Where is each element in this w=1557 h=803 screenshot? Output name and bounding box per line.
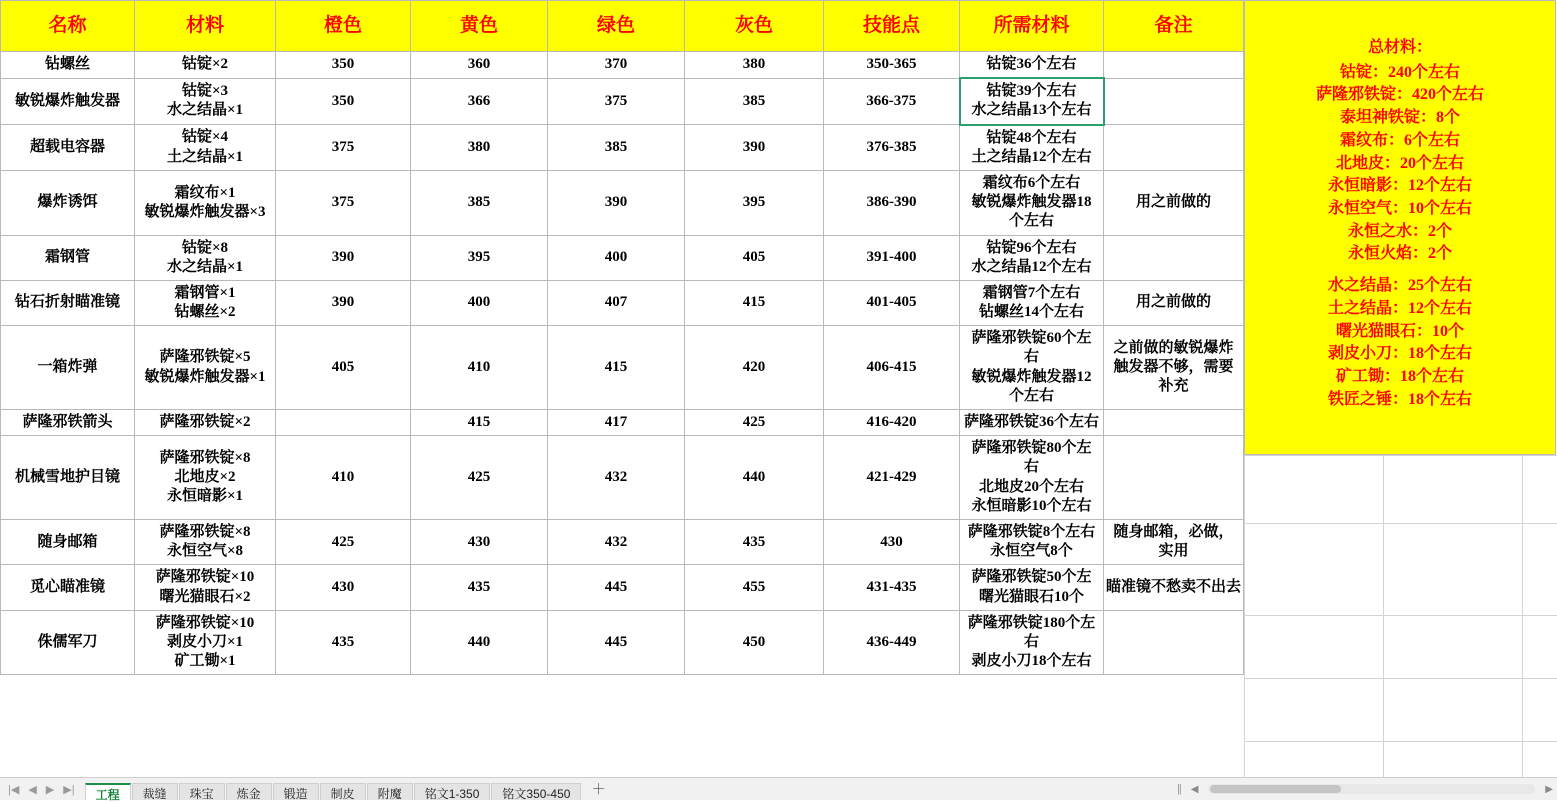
cell-gray: 440	[685, 436, 824, 520]
summary-title: 总材料：	[1367, 39, 1432, 56]
cell-line: 萨隆邪铁锭×10	[155, 569, 255, 586]
cell-line: 萨隆邪铁锭60个左	[971, 330, 1092, 347]
cell-line: 个左右	[1008, 387, 1054, 404]
cell-yellow: 385	[411, 170, 548, 235]
cell-gray: 425	[685, 410, 824, 436]
summary-line: 土之结晶：12个左右	[1327, 299, 1472, 317]
cell-line: 剥皮小刀18个左右	[971, 653, 1092, 670]
cell-needed-materials	[960, 170, 1104, 235]
column-header: 橙色	[276, 1, 411, 52]
cell-note	[1104, 170, 1244, 235]
cell-name: 爆炸诱饵	[1, 170, 135, 235]
cell-line: 萨隆邪铁锭180个左	[967, 614, 1096, 631]
cell-name: 萨隆邪铁箭头	[1, 410, 135, 436]
cell-note	[1104, 410, 1244, 436]
cell-material	[135, 519, 276, 564]
summary-line: 永恒火焰：2个	[1347, 245, 1452, 263]
column-header: 黄色	[411, 1, 548, 52]
scroll-track[interactable]	[1208, 784, 1535, 794]
cell-skill: 430	[824, 519, 960, 564]
summary-line: 曙光猫眼石：10个	[1335, 322, 1464, 340]
sheet-tab[interactable]: 铭文1-350	[414, 783, 491, 800]
cell-line: 水之结晶×1	[166, 102, 244, 119]
cell-skill: 366-375	[824, 78, 960, 124]
cell-line: 随身邮箱，必做，	[1113, 523, 1234, 540]
table-header-row	[1, 1, 1244, 52]
table-row	[1, 410, 1244, 436]
cell-orange: 390	[276, 235, 411, 280]
summary-line: 永恒之水：2个	[1347, 222, 1452, 240]
cell-yellow: 440	[411, 610, 548, 675]
cell-material	[135, 610, 276, 675]
cell-gray: 450	[685, 610, 824, 675]
cell-material	[135, 125, 276, 171]
cell-yellow: 395	[411, 235, 548, 280]
cell-line: 曙光猫眼石×2	[159, 588, 251, 605]
cell-gray: 455	[685, 565, 824, 610]
summary-line: 霜纹布：6个左右	[1339, 131, 1460, 149]
cell-material	[135, 326, 276, 410]
cell-name: 敏锐爆炸触发器	[1, 78, 135, 124]
table-row	[1, 436, 1244, 520]
cell-skill: 421-429	[824, 436, 960, 520]
cell-green: 375	[548, 78, 685, 124]
scroll-right-icon[interactable]: ▶	[1545, 783, 1553, 795]
cell-line: 水之结晶13个左右	[971, 102, 1092, 119]
cell-name: 霜钢管	[1, 235, 135, 280]
summary-line: 矿工锄：18个左右	[1335, 368, 1464, 386]
cell-name: 一箱炸弹	[1, 326, 135, 410]
table-row	[1, 280, 1244, 325]
cell-line: 右	[1023, 349, 1039, 366]
cell-note	[1104, 235, 1244, 280]
cell-line: 钴锭39个左右	[986, 83, 1077, 100]
table-row	[1, 125, 1244, 171]
summary-line: 钴锭：240个左右	[1339, 63, 1460, 81]
cell-material	[135, 280, 276, 325]
cell-name: 钻螺丝	[1, 52, 135, 79]
cell-line: 钻螺丝×2	[174, 304, 236, 321]
sheet-tab[interactable]: 锻造	[273, 783, 319, 800]
table-row	[1, 52, 1244, 79]
column-header: 技能点	[824, 1, 960, 52]
cell-line: 钴锭96个左右	[986, 239, 1077, 256]
cell-yellow: 366	[411, 78, 548, 124]
cell-line: 钴锭×2	[181, 56, 229, 73]
column-header: 备注	[1104, 1, 1244, 52]
cell-line: 永恒暗影10个左右	[971, 497, 1092, 514]
column-header: 名称	[1, 1, 135, 52]
cell-line: 之前做的敏锐爆炸	[1113, 339, 1234, 356]
table-row	[1, 170, 1244, 235]
cell-orange: 350	[276, 78, 411, 124]
cell-line: 萨隆邪铁锭×5	[159, 349, 251, 366]
cell-needed-materials	[960, 326, 1104, 410]
cell-material	[135, 78, 276, 124]
table-row	[1, 565, 1244, 610]
cell-line: 瞄准镜不愁卖不出去	[1106, 578, 1242, 595]
cell-green: 400	[548, 235, 685, 280]
summary-panel	[1244, 0, 1556, 455]
cell-orange: 410	[276, 436, 411, 520]
cell-line: 矿工锄×1	[174, 653, 236, 670]
cell-line: 右	[1023, 633, 1039, 650]
first-sheet-icon[interactable]: |◀	[8, 783, 20, 796]
cell-line: 萨隆邪铁锭×8	[159, 523, 251, 540]
cell-needed-materials	[960, 125, 1104, 171]
cell-needed-materials	[960, 410, 1104, 436]
cell-yellow: 380	[411, 125, 548, 171]
cell-yellow: 410	[411, 326, 548, 410]
cell-line: 萨隆邪铁锭80个左	[971, 440, 1092, 457]
cell-line: 萨隆邪铁锭36个左右	[963, 414, 1099, 430]
summary-line: 永恒空气：10个左右	[1327, 200, 1472, 218]
table-row	[1, 78, 1244, 124]
cell-orange: 375	[276, 170, 411, 235]
sheet-tab[interactable]: 工程	[85, 783, 131, 800]
summary-line: 永恒暗影：12个左右	[1327, 177, 1472, 195]
cell-line: 钴锭36个左右	[986, 56, 1077, 72]
summary-line: 剥皮小刀：18个左右	[1327, 345, 1472, 363]
cell-material	[135, 565, 276, 610]
cell-name: 钻石折射瞄准镜	[1, 280, 135, 325]
cell-yellow: 400	[411, 280, 548, 325]
cell-material	[135, 170, 276, 235]
summary-line: 北地皮：20个左右	[1335, 154, 1464, 172]
cell-green: 417	[548, 410, 685, 436]
cell-note	[1104, 610, 1244, 675]
sheet-nav-arrows[interactable]	[0, 783, 85, 796]
cell-orange: 405	[276, 326, 411, 410]
cell-gray: 405	[685, 235, 824, 280]
last-sheet-icon[interactable]: ▶|	[63, 783, 75, 796]
cell-skill: 436-449	[824, 610, 960, 675]
cell-gray: 390	[685, 125, 824, 171]
cell-yellow: 435	[411, 565, 548, 610]
cell-gray: 385	[685, 78, 824, 124]
summary-line: 铁匠之锤：18个左右	[1327, 390, 1472, 408]
cell-line: 钴锭×8	[181, 239, 229, 256]
scroll-grip-icon[interactable]: ||	[1177, 783, 1181, 795]
cell-needed-materials	[960, 436, 1104, 520]
sheet-tab[interactable]: 铭文350-450	[491, 783, 581, 800]
cell-line: 永恒暗影×1	[166, 488, 244, 505]
cell-green: 390	[548, 170, 685, 235]
cell-name: 侏儒军刀	[1, 610, 135, 675]
cell-skill: 406-415	[824, 326, 960, 410]
column-header: 材料	[135, 1, 276, 52]
cell-name: 随身邮箱	[1, 519, 135, 564]
cell-skill: 391-400	[824, 235, 960, 280]
cell-name: 觅心瞄准镜	[1, 565, 135, 610]
cell-orange	[276, 410, 411, 436]
table-row	[1, 235, 1244, 280]
table-row	[1, 519, 1244, 564]
cell-note	[1104, 78, 1244, 124]
cell-yellow: 360	[411, 52, 548, 79]
cell-line: 钴锭×4	[181, 129, 229, 146]
cell-line: 用之前做的	[1135, 294, 1211, 311]
table-row	[1, 326, 1244, 410]
cell-gray: 380	[685, 52, 824, 79]
cell-note	[1104, 52, 1244, 79]
cell-skill: 350-365	[824, 52, 960, 79]
cell-needed-materials	[960, 280, 1104, 325]
cell-line: 补充	[1158, 378, 1189, 395]
cell-green: 407	[548, 280, 685, 325]
cell-skill: 416-420	[824, 410, 960, 436]
cell-gray: 395	[685, 170, 824, 235]
cell-green: 370	[548, 52, 685, 79]
cell-note	[1104, 436, 1244, 520]
cell-material	[135, 410, 276, 436]
cell-line: 敏锐爆炸触发器×1	[144, 368, 266, 385]
cell-yellow: 415	[411, 410, 548, 436]
cell-skill: 386-390	[824, 170, 960, 235]
cell-needed-materials	[960, 565, 1104, 610]
add-sheet-button[interactable]: ＋	[591, 781, 606, 797]
cell-line: 水之结晶×1	[166, 258, 244, 275]
cell-yellow: 425	[411, 436, 548, 520]
sheet-tab[interactable]: 炼金	[226, 783, 272, 800]
cell-orange: 430	[276, 565, 411, 610]
scroll-left-icon[interactable]: ◀	[1190, 783, 1199, 795]
cell-skill: 401-405	[824, 280, 960, 325]
cell-needed-materials	[960, 52, 1104, 79]
cell-line: 萨隆邪铁锭×8	[159, 449, 251, 466]
cell-green: 432	[548, 519, 685, 564]
cell-orange: 435	[276, 610, 411, 675]
cell-line: 永恒空气8个	[990, 543, 1073, 560]
column-header: 绿色	[548, 1, 685, 52]
cell-orange: 375	[276, 125, 411, 171]
cell-line: 个左右	[1008, 213, 1054, 230]
cell-line: 萨隆邪铁锭8个左右	[967, 523, 1096, 540]
cell-note	[1104, 326, 1244, 410]
cell-green: 445	[548, 565, 685, 610]
table-row	[1, 610, 1244, 675]
sheet-tab[interactable]: 裁缝	[132, 783, 178, 800]
cell-orange: 425	[276, 519, 411, 564]
column-header: 所需材料	[960, 1, 1104, 52]
cell-line: 霜钢管×1	[174, 284, 236, 301]
cell-line: 曙光猫眼石10个	[978, 588, 1084, 605]
cell-line: 萨隆邪铁锭×2	[159, 414, 251, 430]
cell-line: 敏锐爆炸触发器18	[971, 194, 1092, 211]
cell-skill: 431-435	[824, 565, 960, 610]
summary-line: 水之结晶：25个左右	[1327, 277, 1472, 295]
cell-yellow: 430	[411, 519, 548, 564]
cell-gray: 415	[685, 280, 824, 325]
cell-line: 敏锐爆炸触发器12	[971, 368, 1092, 385]
sheet-tab-bar[interactable]	[0, 777, 1557, 800]
horizontal-scrollbar[interactable]	[1177, 778, 1557, 800]
cell-material	[135, 52, 276, 79]
cell-line: 钻螺丝14个左右	[978, 304, 1084, 321]
cell-name: 超载电容器	[1, 125, 135, 171]
cell-line: 永恒空气×8	[166, 543, 244, 560]
cell-line: 钴锭×3	[181, 83, 229, 100]
cell-line: 霜钢管7个左右	[982, 284, 1081, 301]
cell-green: 415	[548, 326, 685, 410]
cell-name: 机械雪地护目镜	[1, 436, 135, 520]
cell-line: 用之前做的	[1135, 194, 1211, 211]
cell-orange: 390	[276, 280, 411, 325]
cell-needed-materials	[960, 519, 1104, 564]
cell-gray: 435	[685, 519, 824, 564]
summary-line: 泰坦神铁锭：8个	[1339, 109, 1460, 127]
cell-line: 萨隆邪铁锭50个左	[971, 569, 1092, 586]
cell-line: 北地皮20个左右	[978, 478, 1084, 495]
cell-line: 敏锐爆炸触发器×3	[144, 203, 266, 220]
cell-line: 实用	[1158, 543, 1189, 560]
cell-note	[1104, 125, 1244, 171]
sheet-tab[interactable]: 珠宝	[179, 783, 225, 800]
cell-green: 432	[548, 436, 685, 520]
next-sheet-icon[interactable]: ▶	[45, 783, 55, 796]
summary-line: 萨隆邪铁锭：420个左右	[1315, 86, 1484, 104]
prev-sheet-icon[interactable]: ◀	[28, 783, 37, 796]
cell-line: 土之结晶12个左右	[971, 148, 1092, 165]
cell-note	[1104, 519, 1244, 564]
cell-needed-materials	[960, 78, 1104, 124]
cell-note	[1104, 280, 1244, 325]
sheet-tab[interactable]: 制皮	[320, 783, 366, 800]
cell-note	[1104, 565, 1244, 610]
cell-material	[135, 235, 276, 280]
empty-grid-region	[1244, 455, 1557, 780]
cell-green: 445	[548, 610, 685, 675]
cell-line: 钴锭48个左右	[986, 129, 1077, 146]
cell-line: 霜纹布6个左右	[982, 174, 1081, 191]
cell-line: 触发器不够，需要	[1113, 359, 1234, 376]
cell-line: 土之结晶×1	[166, 148, 244, 165]
cell-needed-materials	[960, 235, 1104, 280]
cell-gray: 420	[685, 326, 824, 410]
cell-line: 霜纹布×1	[174, 184, 236, 201]
scroll-thumb[interactable]	[1210, 785, 1341, 793]
cell-green: 385	[548, 125, 685, 171]
cell-orange: 350	[276, 52, 411, 79]
cell-line: 萨隆邪铁锭×10	[155, 614, 255, 631]
cell-line: 右	[1023, 459, 1039, 476]
cell-line: 水之结晶12个左右	[971, 258, 1092, 275]
cell-needed-materials	[960, 610, 1104, 675]
cell-material	[135, 436, 276, 520]
sheet-tab[interactable]: 附魔	[367, 783, 413, 800]
column-header: 灰色	[685, 1, 824, 52]
cell-line: 剥皮小刀×1	[166, 633, 244, 650]
cell-skill: 376-385	[824, 125, 960, 171]
cell-line: 北地皮×2	[174, 468, 236, 485]
